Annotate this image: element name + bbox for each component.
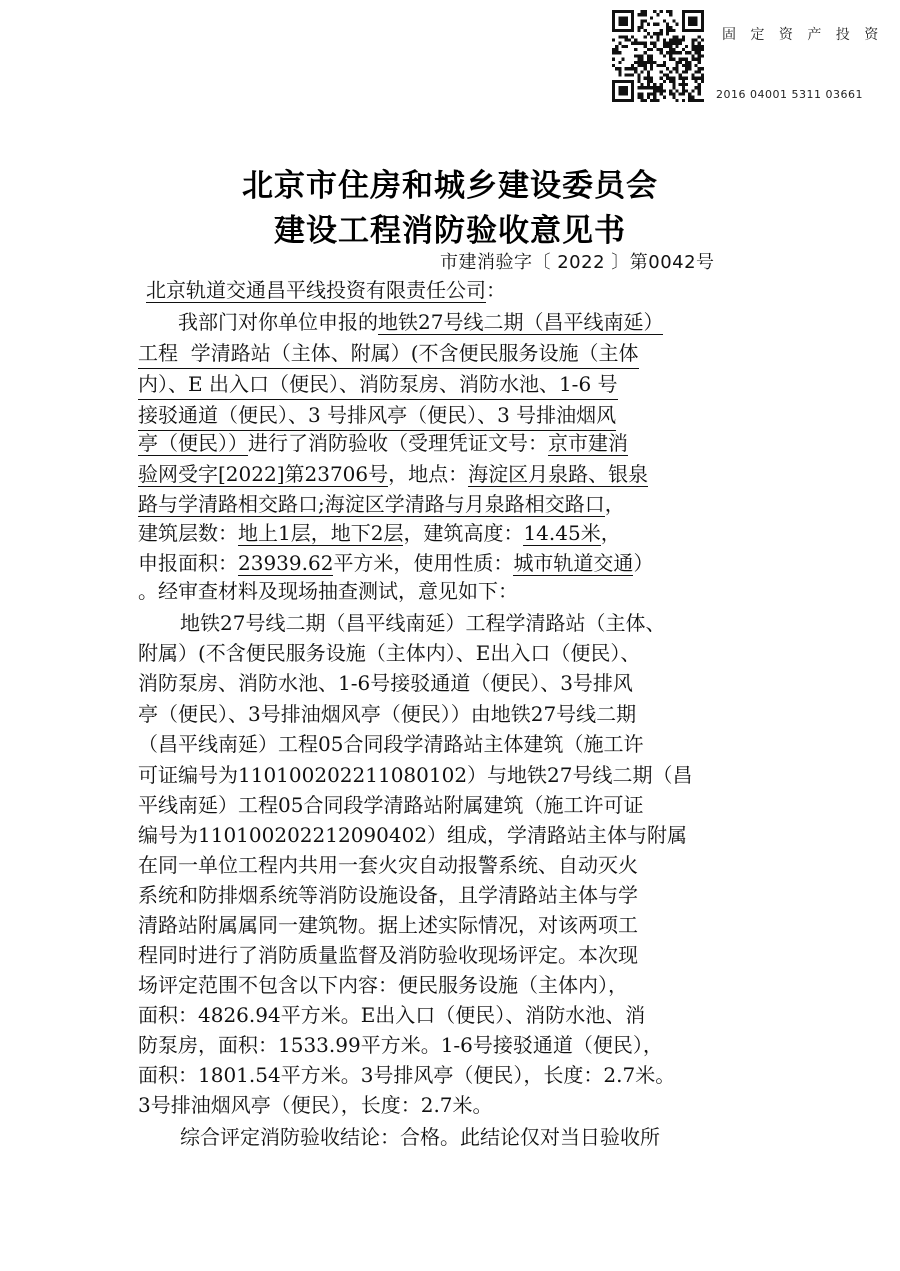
body-line: 清路站附属属同一建筑物。据上述实际情况，对该两项工 xyxy=(138,913,638,937)
intro-line: 验网受字[2022]第23706号，地点：海淀区月泉路、银泉 xyxy=(138,462,649,486)
body-line: 程同时进行了消防质量监督及消防验收现场评定。本次现 xyxy=(138,943,638,967)
intro-line: 路与学清路相交路口;海淀区学清路与月泉路相交路口， xyxy=(138,492,625,516)
addressee-line: 北京轨道交通昌平线投资有限责任公司： xyxy=(146,278,506,302)
building-height: 14.45米 xyxy=(523,521,601,545)
receipt-number: 京市建消 xyxy=(548,431,628,455)
declared-area: 23939.62 xyxy=(238,551,334,575)
intro-line: 建筑层数：地上1层，地下2层，建筑高度：14.45米， xyxy=(138,521,621,545)
page-subtitle: 建设工程消防验收意见书 xyxy=(274,213,626,249)
body-line: 可证编号为110100202211080102）与地铁27号线二期（昌 xyxy=(138,763,693,787)
body-line: 系统和防排烟系统等消防设施设备，且学清路站主体与学 xyxy=(138,883,638,907)
body-line: 面积：1801.54平方米。3号排风亭（便民），长度：2.7米。 xyxy=(138,1063,676,1087)
intro-line: 接驳通道（便民）、3 号排风亭（便民）、3 号排油烟风 xyxy=(138,400,616,431)
conclusion-line: 综合评定消防验收结论：合格。此结论仅对当日验收所 xyxy=(180,1125,660,1149)
floor-count: 地上1层，地下2层 xyxy=(238,521,404,545)
category-label: 固 定 资 产 投 资 xyxy=(722,27,884,43)
body-line: 编号为110100202212090402）组成，学清路站主体与附属 xyxy=(138,823,688,847)
addressee-name: 北京轨道交通昌平线投资有限责任公司 xyxy=(146,278,486,302)
qr-code xyxy=(612,10,704,102)
body-line: （昌平线南延）工程05合同段学清路站主体建筑（施工许 xyxy=(138,732,644,756)
intro-line: 内）、E 出入口（便民）、消防泵房、消防水池、1-6 号 xyxy=(138,369,618,400)
project-name: 地铁27号线二期（昌平线南延） xyxy=(378,310,664,334)
intro-line: 申报面积：23939.62平方米，使用性质：城市轨道交通） xyxy=(138,551,654,575)
location: 海淀区月泉路、银泉 xyxy=(468,462,649,486)
body-line: 附属）(不含便民服务设施（主体内）、E出入口（便民）、 xyxy=(138,641,641,665)
body-line: 面积：4826.94平方米。E出入口（便民）、消防水池、消 xyxy=(138,1003,646,1027)
page-title: 北京市住房和城乡建设委员会 xyxy=(242,168,658,204)
body-line: 亭（便民）、3号排油烟风亭（便民））由地铁27号线二期 xyxy=(138,702,637,726)
intro-line: 我部门对你单位申报的地铁27号线二期（昌平线南延） xyxy=(178,310,664,334)
qr-code-icon xyxy=(612,10,704,102)
usage-type: 城市轨道交通 xyxy=(513,551,634,575)
body-line: 场评定范围不包含以下内容：便民服务设施（主体内）， xyxy=(138,973,628,997)
body-line: 消防泵房、消防水池、1-6号接驳通道（便民）、3号排风 xyxy=(138,671,633,695)
body-line: 平线南延）工程05合同段学清路站附属建筑（施工许可证 xyxy=(138,793,644,817)
body-line: 在同一单位工程内共用一套火灾自动报警系统、自动灭火 xyxy=(138,853,638,877)
serial-code: 2016 04001 5311 03661 xyxy=(716,88,863,101)
body-line: 防泵房，面积：1533.99平方米。1-6号接驳通道（便民）， xyxy=(138,1033,663,1057)
body-line: 3号排油烟风亭（便民），长度：2.7米。 xyxy=(138,1093,493,1117)
intro-line: 亭（便民））进行了消防验收（受理凭证文号：京市建消 xyxy=(138,431,628,455)
body-line: 地铁27号线二期（昌平线南延）工程学清路站（主体、 xyxy=(180,611,666,635)
document-number: 市建消验字〔 2022 〕第0042号 xyxy=(440,252,715,273)
intro-line: 工程 学清路站（主体、附属）(不含便民服务设施（主体 xyxy=(138,338,639,369)
intro-line: 。经审查材料及现场抽查测试，意见如下： xyxy=(138,579,518,603)
